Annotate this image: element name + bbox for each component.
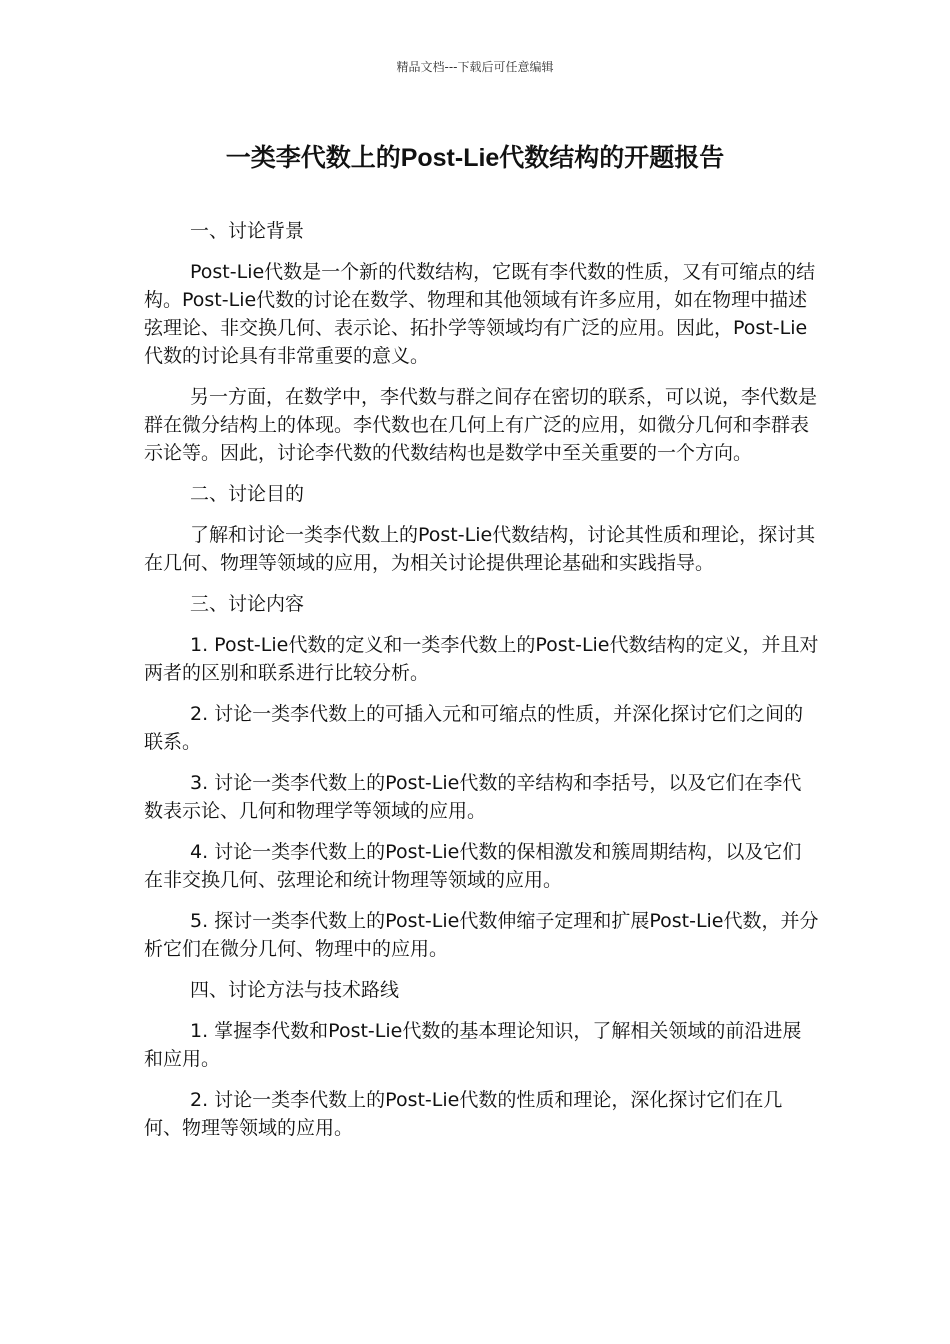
document-body (144, 217, 820, 1155)
section-purpose (144, 480, 820, 577)
document-title: 一类李代数上的Post-Lie代数结构的开题报告 (225, 144, 725, 172)
paragraph: 另一方面，在数学中，李代数与群之间存在密切的联系，可以说，李代数是群在微分结构上的体现。李代数也在几何上有广泛的应用，如微分几何和李群表示论等。因此，讨论李代数的代数结构也是数学中至关重要的一个方向。 (144, 386, 818, 464)
section-heading: 四、讨论方法与技术路线 (190, 979, 400, 1001)
paragraph: 了解和讨论一类李代数上的Post-Lie代数结构，讨论其性质和理论，探讨其在几何、物理等领域的应用，为相关讨论提供理论基础和实践指导。 (144, 524, 816, 574)
paragraph: Post-Lie代数是一个新的代数结构，它既有李代数的性质，又有可缩点的结构。Post-Lie代数的讨论在数学、物理和其他领域有许多应用，如在物理中描述弦理论、非交换几何、表示论、拓扑学等领域均有广泛的应用。因此，Post-Lie代数的讨论具有非常重要的意义。 (144, 261, 816, 367)
list-item: 4. 讨论一类李代数上的Post-Lie代数的保相激发和簇周期结构，以及它们在非交换几何、弦理论和统计物理等领域的应用。 (144, 841, 802, 891)
list-item: 2. 讨论一类李代数上的Post-Lie代数的性质和理论，深化探讨它们在几何、物理等领域的应用。 (144, 1089, 783, 1139)
section-background (144, 217, 820, 467)
section-content (144, 590, 820, 963)
section-heading: 一、讨论背景 (190, 220, 305, 242)
list-item: 2. 讨论一类李代数上的可插入元和可缩点的性质，并深化探讨它们之间的联系。 (144, 703, 804, 753)
section-heading: 二、讨论目的 (190, 483, 305, 505)
page-header: 精品文档---下载后可任意编辑 (396, 60, 554, 74)
list-item: 3. 讨论一类李代数上的Post-Lie代数的辛结构和李括号，以及它们在李代数表示论、几何和物理学等领域的应用。 (144, 772, 802, 822)
list-item: 1. 掌握李代数和Post-Lie代数的基本理论知识，了解相关领域的前沿进展和应用。 (144, 1020, 802, 1070)
list-item: 5. 探讨一类李代数上的Post-Lie代数伸缩子定理和扩展Post-Lie代数，并分析它们在微分几何、物理中的应用。 (144, 910, 819, 960)
section-heading: 三、讨论内容 (190, 593, 305, 615)
list-item: 1. Post-Lie代数的定义和一类李代数上的Post-Lie代数结构的定义，并且对两者的区别和联系进行比较分析。 (144, 634, 819, 684)
section-methods (144, 976, 820, 1142)
